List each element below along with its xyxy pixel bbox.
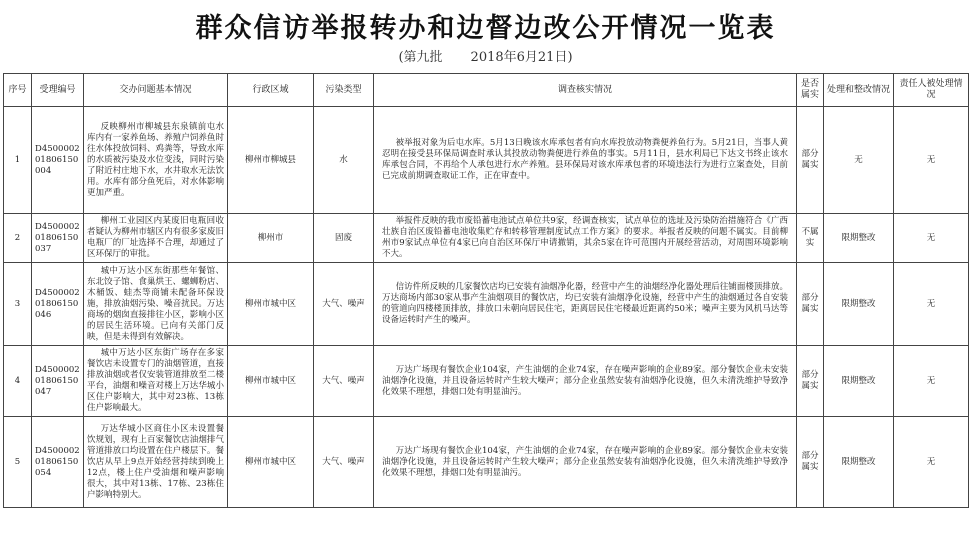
header-row — [4, 74, 969, 107]
header-seq: 序号 — [4, 74, 32, 107]
cell-seq: 5 — [4, 417, 32, 508]
cell-investigation: 万达广场现有餐饮企业104家，产生油烟的企业74家，存在噪声影响的企业89家。部分餐饮企业未安装油烟净化设施，并且设备运转时产生较大噪声；部分企业虽然安装有油烟净化设施，但久未清洗维护导致净化效果不理想，排烟口处有明显油污。 — [374, 346, 797, 417]
date-label: 2018年6月21日) — [470, 50, 573, 65]
table-row — [4, 107, 969, 214]
page-subtitle — [0, 46, 971, 65]
cell-pollution: 大气、噪声 — [314, 417, 374, 508]
table-row — [4, 346, 969, 417]
cell-responsible: 无 — [894, 107, 969, 214]
header-investigation: 调查核实情况 — [374, 74, 797, 107]
complaints-table — [3, 73, 969, 508]
cell-id: D450000201806150004 — [32, 107, 84, 214]
cell-investigation: 万达广场现有餐饮企业104家，产生油烟的企业74家，存在噪声影响的企业89家。部分餐饮企业未安装油烟净化设施，并且设备运转时产生较大噪声；部分企业虽然安装有油烟净化设施，但久未清洗维护导致净化效果不理想，排烟口处有明显油污。 — [374, 417, 797, 508]
cell-handling: 限期整改 — [824, 417, 894, 508]
header-verified: 是否属实 — [797, 74, 824, 107]
header-id: 受理编号 — [32, 74, 84, 107]
cell-verified: 不属实 — [797, 214, 824, 263]
table-row — [4, 417, 969, 508]
table-row — [4, 214, 969, 263]
cell-seq: 4 — [4, 346, 32, 417]
cell-pollution: 大气、噪声 — [314, 263, 374, 346]
cell-region: 柳州市 — [228, 214, 314, 263]
cell-verified: 部分属实 — [797, 107, 824, 214]
cell-pollution: 水 — [314, 107, 374, 214]
cell-verified: 部分属实 — [797, 417, 824, 508]
cell-responsible: 无 — [894, 214, 969, 263]
cell-handling: 无 — [824, 107, 894, 214]
cell-investigation: 被举报对象为后屯水库。5月13日晚该水库承包者有向水库投放动物粪便养鱼行为。5月21日，当事人黄忍明在接受县环保局调查时承认其投放动物粪便进行养鱼的事实。5月11日，县水利局已下达文书终止该水库承包合同，不再给个人承包进行水产养殖。县环保局对该水库承包者的环境违法行为进行立案查处，目前已完成前期调查取证工作，正在审查中。 — [374, 107, 797, 214]
page-title: 群众信访举报转办和边督边改公开情况一览表 — [195, 13, 776, 44]
cell-handling: 限期整改 — [824, 346, 894, 417]
cell-id: D450000201806150054 — [32, 417, 84, 508]
cell-verified: 部分属实 — [797, 263, 824, 346]
cell-responsible: 无 — [894, 346, 969, 417]
header-region: 行政区域 — [228, 74, 314, 107]
cell-region: 柳州市柳城县 — [228, 107, 314, 214]
cell-region: 柳州市城中区 — [228, 263, 314, 346]
cell-problem: 柳州工业园区内某废旧电瓶回收者疑认为柳州市辖区内有很多家废旧电瓶厂的厂址选择不合理，却通过了区环保厅的审批。 — [84, 214, 228, 263]
table-row — [4, 263, 969, 346]
cell-handling: 限期整改 — [824, 214, 894, 263]
cell-problem: 万达华城小区商住小区未设置餐饮规划，现有上百家餐饮店油烟排气管道排放口均设置在住户楼层下。餐饮店从早上9点开始经营持续到晚上12点，楼上住户受油烟和噪声影响很大，其中对13栋、17栋、23栋住户影响特别大。 — [84, 417, 228, 508]
cell-verified: 部分属实 — [797, 346, 824, 417]
header-responsible: 责任人被处理情况 — [894, 74, 969, 107]
cell-region: 柳州市城中区 — [228, 417, 314, 508]
cell-responsible: 无 — [894, 417, 969, 508]
cell-seq: 1 — [4, 107, 32, 214]
cell-id: D450000201806150047 — [32, 346, 84, 417]
header-handling: 处理和整改情况 — [824, 74, 894, 107]
cell-problem: 城中万达小区东街广场存在多家餐饮店未设置专门的油烟管道，直接排放油烟或者仅安装管道排放至二楼平台，油烟和噪音对楼上万达华城小区住户影响大，其中对23栋、13栋住户影响最大。 — [84, 346, 228, 417]
cell-investigation: 举报件反映的我市废铅蓄电池试点单位共9家，经调查核实，试点单位的选址及污染防治措施符合《广西壮族自治区废铅蓄电池收集贮存和转移管理制度试点工作方案》的要求。举报者反映的问题不属实。目前柳州市9家试点单位有4家已向自治区环保厅申请撤销，其余5家在许可范围内开展经营活动，对周围环境影响不大。 — [374, 214, 797, 263]
cell-pollution: 固废 — [314, 214, 374, 263]
cell-region: 柳州市城中区 — [228, 346, 314, 417]
cell-responsible: 无 — [894, 263, 969, 346]
cell-problem: 城中万达小区东街那些年餐馆、东北饺子馆、食巢烘王、螺蛳粉店、木桶饭、蛙杰等商铺未配备环保设施，排放油烟污染、噪音扰民。万达商场的烟囱直接排往小区，影响小区的居民生活环境。已向有关部门反映，但是未得到有效解决。 — [84, 263, 228, 346]
batch-label: (第九批 — [398, 50, 443, 65]
header-problem: 交办问题基本情况 — [84, 74, 228, 107]
cell-pollution: 大气、噪声 — [314, 346, 374, 417]
cell-problem: 反映柳州市柳城县东泉镇前屯水库内有一家养鱼场、养殖户饲养鱼时往水体投放饲料、鸡粪等，导致水库的水质被污染及水位变浅，同时污染了附近村庄地下水，水井取水无法饮用。水库有部分鱼死后，对水体影响更加严重。 — [84, 107, 228, 214]
header-pollution: 污染类型 — [314, 74, 374, 107]
cell-handling: 限期整改 — [824, 263, 894, 346]
cell-id: D450000201806150046 — [32, 263, 84, 346]
cell-seq: 2 — [4, 214, 32, 263]
cell-id: D450000201806150037 — [32, 214, 84, 263]
cell-seq: 3 — [4, 263, 32, 346]
cell-investigation: 信访件所反映的几家餐饮店均已安装有油烟净化器，经营中产生的油烟经净化器处理后往铺面楼顶排放。万达商场内部30家从事产生油烟项目的餐饮店，均已安装有油烟净化设施，经营中产生的油烟通过各自安装的管道向四楼楼顶排放，排放口未朝向居民住宅，距离居民住宅楼最近距离约50米；噪声主要为风机马达等设备运转时产生的噪声。 — [374, 263, 797, 346]
